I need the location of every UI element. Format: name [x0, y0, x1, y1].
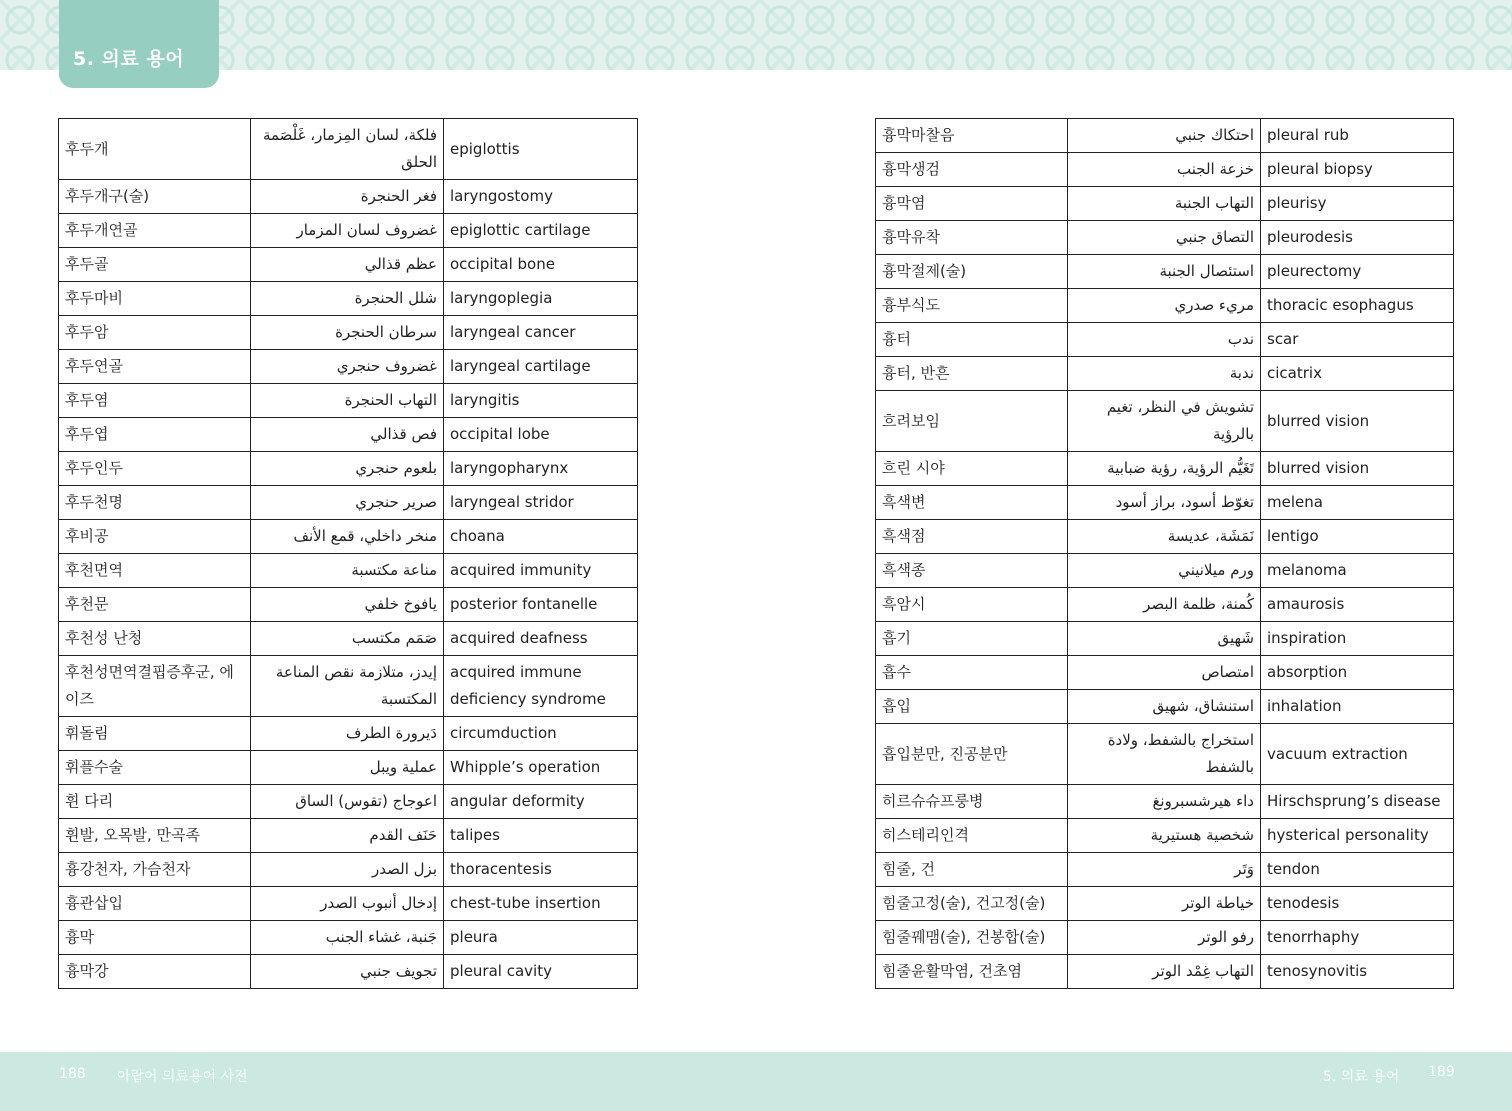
arabic-term: استنشاق، شهيق [1068, 690, 1261, 724]
arabic-term: شخصية هستيرية [1068, 819, 1261, 853]
english-term: melena [1261, 486, 1454, 520]
term-row [59, 350, 638, 384]
english-term: absorption [1261, 656, 1454, 690]
term-row [876, 221, 1454, 255]
english-term: vacuum extraction [1261, 724, 1454, 785]
english-term: laryngostomy [444, 180, 638, 214]
term-row [876, 255, 1454, 289]
korean-term: 히스테리인격 [876, 819, 1068, 853]
english-term: tenorrhaphy [1261, 921, 1454, 955]
term-row [59, 717, 638, 751]
korean-term: 흑색점 [876, 520, 1068, 554]
english-term: laryngeal stridor [444, 486, 638, 520]
english-term: inspiration [1261, 622, 1454, 656]
korean-term: 후두마비 [59, 282, 251, 316]
english-term: thoracentesis [444, 853, 638, 887]
term-row [59, 282, 638, 316]
arabic-term: فلكة، لسان المِزمار، غَلْصَمة الحلق [251, 119, 444, 180]
english-term: angular deformity [444, 785, 638, 819]
term-row [59, 955, 638, 989]
arabic-term: دَيرورة الطرف [251, 717, 444, 751]
term-row [59, 588, 638, 622]
korean-term: 흉막염 [876, 187, 1068, 221]
arabic-term: يافوخ خلفي [251, 588, 444, 622]
term-row [59, 214, 638, 248]
arabic-term: فص قذالي [251, 418, 444, 452]
arabic-term: صرير حنجري [251, 486, 444, 520]
arabic-term: امتصاص [1068, 656, 1261, 690]
korean-term: 흉막마찰음 [876, 119, 1068, 153]
term-row [876, 656, 1454, 690]
english-term: acquired immune deficiency syndrome [444, 656, 638, 717]
arabic-term: اعوجاج (تقوس) الساق [251, 785, 444, 819]
arabic-term: تغوّط أسود، براز أسود [1068, 486, 1261, 520]
left-page-number: 188 [59, 1066, 86, 1082]
english-term: amaurosis [1261, 588, 1454, 622]
term-row [59, 887, 638, 921]
korean-term: 후두골 [59, 248, 251, 282]
korean-term: 흉막절제(술) [876, 255, 1068, 289]
footer-section-title: 5. 의료 용어 [1323, 1069, 1400, 1085]
arabic-term: مريء صدري [1068, 289, 1261, 323]
korean-term: 흉부식도 [876, 289, 1068, 323]
english-term: pleurisy [1261, 187, 1454, 221]
korean-term: 힘줄고정(술), 건고정(술) [876, 887, 1068, 921]
arabic-term: شَهيق [1068, 622, 1261, 656]
term-row [876, 588, 1454, 622]
korean-term: 흉막유착 [876, 221, 1068, 255]
korean-term: 흉막생검 [876, 153, 1068, 187]
arabic-term: إيدز، متلازمة نقص المناعة المكتسبة [251, 656, 444, 717]
term-row [876, 520, 1454, 554]
term-row [876, 153, 1454, 187]
book-title: 아랍어 의료용어 사전 [117, 1069, 248, 1085]
arabic-term: نَمَشَة، عديسة [1068, 520, 1261, 554]
korean-term: 후비공 [59, 520, 251, 554]
term-row [876, 622, 1454, 656]
arabic-term: بلعوم حنجري [251, 452, 444, 486]
english-term: cicatrix [1261, 357, 1454, 391]
term-row [876, 452, 1454, 486]
english-term: epiglottis [444, 119, 638, 180]
english-term: blurred vision [1261, 452, 1454, 486]
arabic-term: حَنَف القدم [251, 819, 444, 853]
term-row [876, 187, 1454, 221]
english-term: tenosynovitis [1261, 955, 1454, 989]
english-term: scar [1261, 323, 1454, 357]
korean-term: 흡기 [876, 622, 1068, 656]
term-row [876, 819, 1454, 853]
arabic-term: التهاب الحنجرة [251, 384, 444, 418]
korean-term: 흉터, 반흔 [876, 357, 1068, 391]
arabic-term: كُمنة، ظلمة البصر [1068, 588, 1261, 622]
english-term: inhalation [1261, 690, 1454, 724]
term-row [876, 785, 1454, 819]
arabic-term: منخر داخلي، قمع الأنف [251, 520, 444, 554]
right-page-number: 189 [1428, 1064, 1455, 1080]
arabic-term: بزل الصدر [251, 853, 444, 887]
arabic-term: غضروف حنجري [251, 350, 444, 384]
arabic-term: خزعة الجنب [1068, 153, 1261, 187]
korean-term: 휘플수술 [59, 751, 251, 785]
section-tab [59, 0, 219, 88]
term-row [876, 955, 1454, 989]
korean-term: 흉막강 [59, 955, 251, 989]
english-term: pleura [444, 921, 638, 955]
korean-term: 히르슈슈프룽병 [876, 785, 1068, 819]
korean-term: 힘줄윤활막염, 건초염 [876, 955, 1068, 989]
arabic-term: ندب [1068, 323, 1261, 357]
arabic-term: عظم قذالي [251, 248, 444, 282]
term-row [59, 452, 638, 486]
arabic-term: التصاق جنبي [1068, 221, 1261, 255]
korean-term: 후두인두 [59, 452, 251, 486]
arabic-term: فغر الحنجرة [251, 180, 444, 214]
term-row [876, 690, 1454, 724]
english-term: thoracic esophagus [1261, 289, 1454, 323]
term-row [876, 554, 1454, 588]
arabic-term: احتكاك جنبي [1068, 119, 1261, 153]
arabic-term: إدخال أنبوب الصدر [251, 887, 444, 921]
korean-term: 후두개 [59, 119, 251, 180]
korean-term: 후두천명 [59, 486, 251, 520]
arabic-term: ورم ميلانيني [1068, 554, 1261, 588]
english-term: melanoma [1261, 554, 1454, 588]
english-term: tenodesis [1261, 887, 1454, 921]
english-term: tendon [1261, 853, 1454, 887]
korean-term: 흡입 [876, 690, 1068, 724]
arabic-term: ندبة [1068, 357, 1261, 391]
korean-term: 흉강천자, 가슴천자 [59, 853, 251, 887]
korean-term: 휜발, 오목발, 만곡족 [59, 819, 251, 853]
english-term: blurred vision [1261, 391, 1454, 452]
english-term: occipital bone [444, 248, 638, 282]
terms-table-left [58, 118, 638, 989]
korean-term: 흑암시 [876, 588, 1068, 622]
terms-table-right [875, 118, 1454, 989]
english-term: laryngeal cartilage [444, 350, 638, 384]
korean-term: 흉관삽입 [59, 887, 251, 921]
term-row [876, 119, 1454, 153]
arabic-term: تشويش في النظر، تغيم بالرؤية [1068, 391, 1261, 452]
term-row [876, 323, 1454, 357]
english-term: occipital lobe [444, 418, 638, 452]
term-row [876, 289, 1454, 323]
header-pattern-band [0, 0, 1512, 70]
arabic-term: وَتَر [1068, 853, 1261, 887]
korean-term: 후두엽 [59, 418, 251, 452]
korean-term: 후천성면역결핍증후군, 에이즈 [59, 656, 251, 717]
english-term: lentigo [1261, 520, 1454, 554]
arabic-term: داء هيرشسبرونغ [1068, 785, 1261, 819]
arabic-term: سرطان الحنجرة [251, 316, 444, 350]
english-term: laryngitis [444, 384, 638, 418]
term-row [59, 384, 638, 418]
english-term: pleural rub [1261, 119, 1454, 153]
english-term: pleural cavity [444, 955, 638, 989]
korean-term: 흉터 [876, 323, 1068, 357]
term-row [876, 486, 1454, 520]
arabic-term: التهاب الجنبة [1068, 187, 1261, 221]
arabic-term: مناعة مكتسبة [251, 554, 444, 588]
arabic-term: استخراج بالشفط، ولادة بالشفط [1068, 724, 1261, 785]
arabic-term: تَغَيُّم الرؤية، رؤية ضبابية [1068, 452, 1261, 486]
korean-term: 흐린 시야 [876, 452, 1068, 486]
term-row [59, 785, 638, 819]
section-title: 5. 의료 용어 [73, 48, 185, 70]
english-term: chest-tube insertion [444, 887, 638, 921]
term-row [876, 887, 1454, 921]
term-row [59, 418, 638, 452]
korean-term: 후천성 난청 [59, 622, 251, 656]
term-row [59, 921, 638, 955]
english-term: acquired deafness [444, 622, 638, 656]
korean-term: 흡수 [876, 656, 1068, 690]
arabic-term: غضروف لسان المزمار [251, 214, 444, 248]
korean-term: 후두염 [59, 384, 251, 418]
korean-term: 후두암 [59, 316, 251, 350]
arabic-term: صَمَم مكتسب [251, 622, 444, 656]
arabic-term: خياطة الوتر [1068, 887, 1261, 921]
english-term: Whipple’s operation [444, 751, 638, 785]
korean-term: 흑색종 [876, 554, 1068, 588]
english-term: circumduction [444, 717, 638, 751]
term-row [59, 751, 638, 785]
english-term: epiglottic cartilage [444, 214, 638, 248]
english-term: pleural biopsy [1261, 153, 1454, 187]
korean-term: 후두연골 [59, 350, 251, 384]
term-row [876, 724, 1454, 785]
korean-term: 힘줄꿰맴(술), 건봉합(술) [876, 921, 1068, 955]
english-term: Hirschsprung’s disease [1261, 785, 1454, 819]
english-term: laryngeal cancer [444, 316, 638, 350]
korean-term: 후두개연골 [59, 214, 251, 248]
term-row [59, 180, 638, 214]
term-row [59, 119, 638, 180]
term-row [59, 819, 638, 853]
korean-term: 후천문 [59, 588, 251, 622]
footer-band [0, 1052, 1512, 1111]
english-term: hysterical personality [1261, 819, 1454, 853]
term-row [59, 520, 638, 554]
arabic-term: تجويف جنبي [251, 955, 444, 989]
term-row [59, 486, 638, 520]
korean-term: 후천면역 [59, 554, 251, 588]
english-term: talipes [444, 819, 638, 853]
term-row [876, 853, 1454, 887]
korean-term: 흡입분만, 진공분만 [876, 724, 1068, 785]
term-row [59, 853, 638, 887]
korean-term: 흑색변 [876, 486, 1068, 520]
term-row [59, 656, 638, 717]
english-term: acquired immunity [444, 554, 638, 588]
korean-term: 흉막 [59, 921, 251, 955]
term-row [876, 357, 1454, 391]
arabic-term: استئصال الجنبة [1068, 255, 1261, 289]
arabic-term: التهاب غِمْد الوتر [1068, 955, 1261, 989]
term-row [876, 391, 1454, 452]
arabic-term: عملية ويبل [251, 751, 444, 785]
english-term: posterior fontanelle [444, 588, 638, 622]
english-term: pleurodesis [1261, 221, 1454, 255]
term-row [59, 554, 638, 588]
arabic-term: رفو الوتر [1068, 921, 1261, 955]
korean-term: 휘돌림 [59, 717, 251, 751]
arabic-term: جَنبة، غشاء الجنب [251, 921, 444, 955]
term-row [59, 622, 638, 656]
english-term: choana [444, 520, 638, 554]
term-row [59, 248, 638, 282]
term-row [59, 316, 638, 350]
arabic-term: شلل الحنجرة [251, 282, 444, 316]
korean-term: 휜 다리 [59, 785, 251, 819]
english-term: pleurectomy [1261, 255, 1454, 289]
english-term: laryngopharynx [444, 452, 638, 486]
korean-term: 흐려보임 [876, 391, 1068, 452]
korean-term: 힘줄, 건 [876, 853, 1068, 887]
english-term: laryngoplegia [444, 282, 638, 316]
korean-term: 후두개구(술) [59, 180, 251, 214]
term-row [876, 921, 1454, 955]
